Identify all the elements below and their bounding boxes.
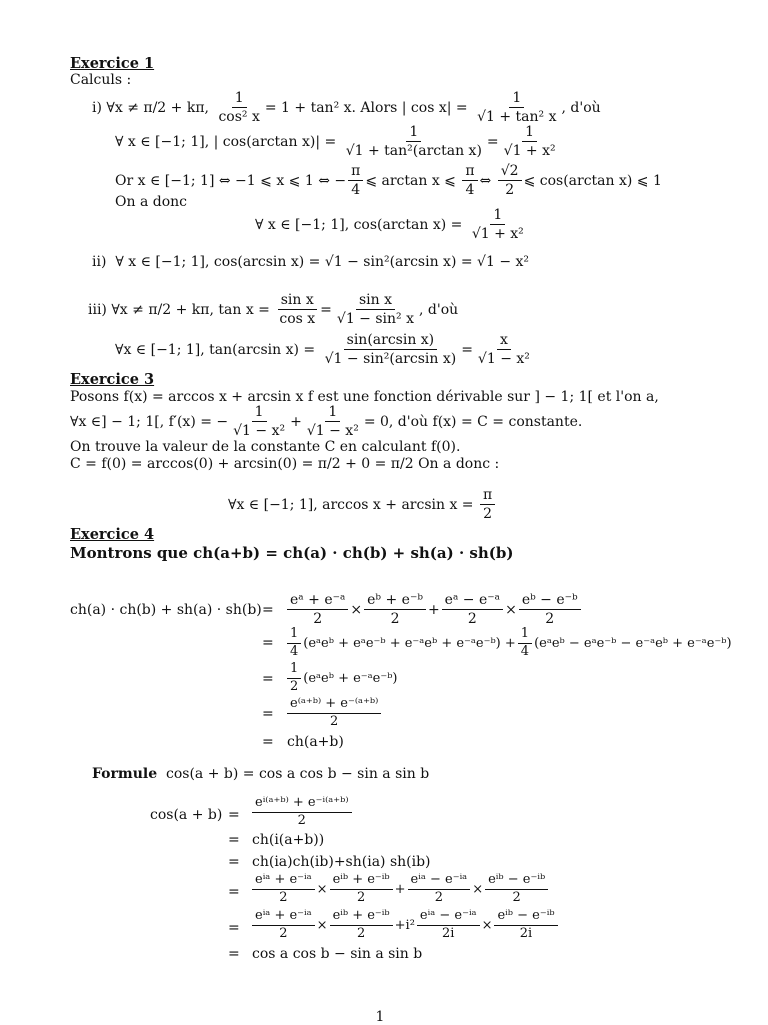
equation-text: ∀x ∈ [−1; 1], tan(arcsin x) = <box>115 341 316 358</box>
ex3-derivative-line <box>70 404 582 439</box>
ch-row-1 <box>285 592 583 627</box>
condition: ∀x ≠ π/2 + kπ, <box>106 99 209 116</box>
item-label: iii) <box>88 301 107 318</box>
fraction: $\frac{x}{\text{√1 − x²}}$ <box>477 332 530 368</box>
item-label: ii) <box>92 254 107 270</box>
fraction: $\frac{1}{\text{√1 − x²}}$ <box>306 404 359 440</box>
equals-sign: = <box>486 133 499 150</box>
equation-text: ∀x ∈ [−1; 1], arccos x + arcsin x = <box>228 496 474 513</box>
fraction: $\frac{1}{\text{cos² x}}$ <box>218 90 260 126</box>
ex1-line-iii-2 <box>115 332 535 367</box>
ex3-paragraph-3: On trouve la valeur de la constante C en calculant f(0). <box>70 439 461 455</box>
i-squared: i² <box>405 917 415 933</box>
page-number: 1 <box>375 1009 385 1025</box>
equation-text: ⩽ arctan x ⩽ <box>365 172 456 189</box>
equals-sign: = <box>262 706 274 722</box>
fraction: $\frac{\text{eⁱᵃ − e⁻ⁱᵃ}}{2i}$ <box>417 909 480 942</box>
equation-text: ⩽ cos(arctan x) ⩽ 1 <box>523 172 662 189</box>
fraction: $\frac{\text{eⁱᵇ + e⁻ⁱᵇ}}{2}$ <box>330 909 393 942</box>
ex1-line-3 <box>115 163 662 198</box>
plus-sign: + <box>394 881 406 897</box>
fraction: $\frac{\pi}{4}$ <box>462 163 477 198</box>
equation-text: ∀ x ∈ [−1; 1], | cos(arctan x)| = <box>115 133 337 150</box>
times-sign: × <box>316 881 328 897</box>
times-sign: × <box>481 917 493 933</box>
plus-sign: + <box>290 413 302 430</box>
fraction: $\frac{\text{eⁱᵇ − e⁻ⁱᵇ}}{2i}$ <box>494 909 557 942</box>
equals-sign: = <box>461 341 473 358</box>
cos-row-2: ch(i(a+b)) <box>252 832 325 848</box>
fraction: $\frac{1}{\text{√1 − x²}}$ <box>233 404 286 440</box>
fraction: $\frac{\text{eⁱᵃ − e⁻ⁱᵃ}}{2}$ <box>408 873 471 906</box>
item-label: i) <box>92 99 102 116</box>
fraction: $\frac{\text{eⁱᵇ + e⁻ⁱᵇ}}{2}$ <box>330 873 393 906</box>
iff-symbol: ⇔ <box>479 172 492 189</box>
equals-sign: = <box>228 854 240 870</box>
ex1-line-i <box>92 90 601 125</box>
fraction: $\frac{\pi}{4}$ <box>348 163 363 198</box>
equals-sign: = <box>228 920 240 936</box>
fraction: $\frac{\text{sin x}}{\text{√1 − sin² x}}$ <box>336 292 415 328</box>
formule-label: Formule <box>92 766 158 782</box>
equation-text: (eᵃeᵇ + eᵃe⁻ᵇ + e⁻ᵃeᵇ + e⁻ᵃe⁻ᵇ) + <box>303 635 516 651</box>
equals-sign: = <box>228 807 240 823</box>
cos-row-5 <box>250 909 560 942</box>
fraction: $\frac{1}{\text{√1 + x²}}$ <box>503 124 556 160</box>
fraction: $\frac{1}{4}$ <box>518 627 532 660</box>
equals-sign: = <box>262 734 274 750</box>
equation-text: = 0, d'où f(x) = C = constante. <box>363 413 583 430</box>
cos-row-3: ch(ia)ch(ib)+sh(ia) sh(ib) <box>252 854 431 870</box>
fraction: $\frac{\text{e⁽ᵃ⁺ᵇ⁾ + e⁻⁽ᵃ⁺ᵇ⁾}}{2}$ <box>287 697 381 730</box>
fraction: $\frac{\pi}{2}$ <box>480 487 495 522</box>
fraction: $\frac{\text{eⁱᵃ + e⁻ⁱᵃ}}{2}$ <box>252 873 315 906</box>
equals-sign: = <box>262 671 274 687</box>
equals-sign: = <box>228 884 240 900</box>
equation-text: ∀ x ∈ [−1; 1], cos(arcsin x) = √1 − sin²(arcsin x) = √1 − x² <box>115 254 530 270</box>
fraction: $\frac{1}{4}$ <box>287 627 301 660</box>
equation-text: ∀x ∈] − 1; 1[, f′(x) = − <box>70 413 229 430</box>
equals-sign: = <box>228 832 240 848</box>
times-sign: × <box>350 601 363 618</box>
fraction: $\frac{\text{sin x}}{\text{cos x}}$ <box>279 292 316 328</box>
fraction: $\frac{\text{eᵃ − e⁻ᵃ}}{2}$ <box>442 592 503 627</box>
formule-line <box>92 767 429 781</box>
ex1-line-2 <box>115 124 561 159</box>
fraction: $\frac{\text{eⁱᵇ − e⁻ⁱᵇ}}{2}$ <box>485 873 548 906</box>
fraction: $\frac{\text{eᵇ − e⁻ᵇ}}{2}$ <box>519 592 581 627</box>
ex4-subtitle: Montrons que ch(a+b) = ch(a) · ch(b) + sh(a) · sh(b) <box>70 544 514 562</box>
ex1-result <box>255 207 529 242</box>
equation-text: (eᵃeᵇ + e⁻ᵃe⁻ᵇ) <box>303 670 398 686</box>
cos-row-4 <box>250 873 550 906</box>
equation-text: (eᵃeᵇ − eᵃe⁻ᵇ − e⁻ᵃeᵇ + e⁻ᵃe⁻ᵇ) <box>534 635 732 651</box>
equation-text: Or x ∈ [−1; 1] ⇔ −1 ⩽ x ⩽ 1 ⇔ − <box>115 172 347 189</box>
on-a-donc: On a donc <box>115 194 187 210</box>
cos-row-1 <box>250 796 354 829</box>
ch-lhs: ch(a) · ch(b) + sh(a) · sh(b) <box>70 602 262 618</box>
equation-text: = 1 + tan² x. Alors | cos x| = <box>264 99 468 116</box>
formule-text: cos(a + b) = cos a cos b − sin a sin b <box>166 766 430 782</box>
plus-sign: + <box>394 917 406 933</box>
ex3-paragraph-4: C = f(0) = arccos(0) + arcsin(0) = π/2 + 0 = π/2 On a donc : <box>70 456 500 472</box>
times-sign: × <box>472 881 484 897</box>
cos-lhs: cos(a + b) <box>150 807 223 823</box>
equals-sign: = <box>320 301 332 318</box>
equals-sign: = <box>228 946 240 962</box>
calculs-label: Calculs : <box>70 72 132 88</box>
fraction: $\frac{\text{eⁱ⁽ᵃ⁺ᵇ⁾ + e⁻ⁱ⁽ᵃ⁺ᵇ⁾}}{2}$ <box>252 796 352 829</box>
fraction: $\frac{1}{\text{√1 + tan²(arctan x)}}$ <box>345 124 482 160</box>
fraction: $\frac{√2}{2}$ <box>498 163 522 198</box>
ch-row-2 <box>285 627 732 660</box>
equals-sign: = <box>262 602 274 618</box>
equation-text: ∀ x ∈ [−1; 1], cos(arctan x) = <box>255 216 463 233</box>
ex1-line-ii <box>92 255 529 269</box>
ch-row-5: ch(a+b) <box>287 734 344 750</box>
plus-sign: + <box>427 601 440 618</box>
ex1-line-iii <box>88 292 458 327</box>
fraction: $\frac{\text{eᵇ + e⁻ᵇ}}{2}$ <box>364 592 426 627</box>
ch-row-3 <box>285 662 398 695</box>
equation-text: ∀x ≠ π/2 + kπ, tan x = <box>111 301 270 318</box>
equation-text: , d'où <box>419 301 459 318</box>
fraction: $\frac{\text{eⁱᵃ + e⁻ⁱᵃ}}{2}$ <box>252 909 315 942</box>
ex3-result <box>228 487 497 522</box>
fraction: $\frac{\text{eᵃ + e⁻ᵃ}}{2}$ <box>287 592 348 627</box>
fraction: $\frac{\text{sin(arcsin x)}}{\text{√1 − sin²(arcsin x)}}$ <box>324 332 457 368</box>
equation-text: , d'où <box>561 99 601 116</box>
times-sign: × <box>316 917 328 933</box>
ex3-paragraph-1: Posons f(x) = arccos x + arcsin x f est une fonction dérivable sur ] − 1; 1[ et l'on a, <box>70 389 659 405</box>
exercise-4-title: Exercice 4 <box>70 526 155 543</box>
cos-row-6: cos a cos b − sin a sin b <box>252 946 423 962</box>
ch-row-4 <box>285 697 383 730</box>
exercise-1-title: Exercice 1 <box>70 55 155 72</box>
fraction: $\frac{1}{\text{√1 + tan² x}}$ <box>477 90 557 126</box>
times-sign: × <box>505 601 517 618</box>
fraction: $\frac{1}{\text{√1 + x²}}$ <box>471 207 524 243</box>
fraction: $\frac{1}{2}$ <box>287 662 301 695</box>
equals-sign: = <box>262 635 274 651</box>
exercise-3-title: Exercice 3 <box>70 371 155 388</box>
